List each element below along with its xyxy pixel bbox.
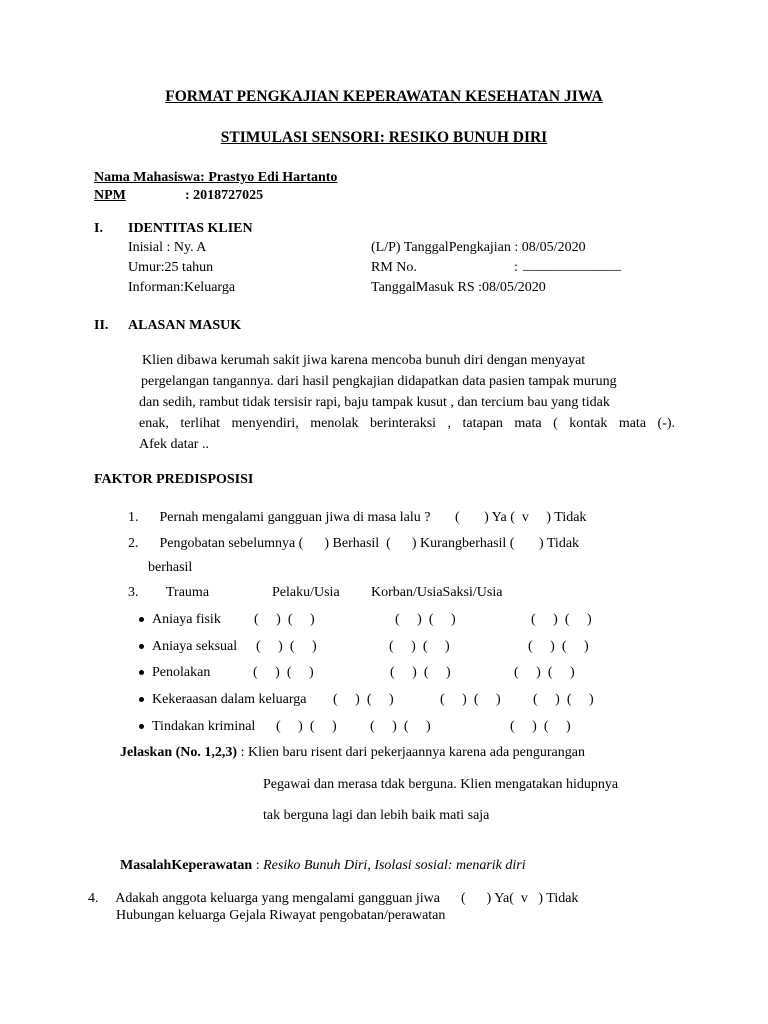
korban-saksi-column-header: Korban/UsiaSaksi/Usia — [371, 585, 503, 600]
trauma-checkbox-saksi[interactable]: ( ) ( ) — [531, 612, 592, 627]
client-initial: Inisial : Ny. A — [128, 240, 207, 255]
question-4-continued: Hubungan keluarga Gejala Riwayat pengobatan/perawatan — [116, 908, 446, 923]
nursing-problem-row — [120, 858, 526, 875]
trauma-checkbox-saksi[interactable]: ( ) ( ) — [514, 665, 575, 680]
reason-line: Afek datar .. — [139, 437, 209, 452]
trauma-label: Kekeraasan dalam keluarga — [152, 692, 307, 707]
student-name: Nama Mahasiswa: Prastyo Edi Hartanto — [94, 170, 338, 185]
reason-line: dan sedih, rambut tidak tersisir rapi, baju tampak kusut , dan tercium bau yang tidak — [139, 395, 610, 410]
trauma-checkbox-korban[interactable]: ( ) ( ) — [389, 639, 450, 654]
bullet-icon — [139, 644, 144, 649]
pelaku-column-header: Pelaku/Usia — [272, 585, 340, 600]
trauma-row — [139, 639, 237, 656]
bullet-icon — [139, 617, 144, 622]
trauma-column-header: Trauma — [166, 585, 210, 600]
trauma-label: Aniaya seksual — [152, 639, 238, 654]
admission-reason-paragraph — [139, 350, 675, 455]
trauma-checkbox-korban[interactable]: ( ) ( ) — [395, 612, 456, 627]
trauma-row — [139, 692, 306, 709]
explanation-row — [120, 745, 585, 762]
section-1-heading: IDENTITAS KLIEN — [128, 221, 253, 236]
explanation-line: : Klien baru risent dari pekerjaannya karena ada pengurangan — [240, 745, 585, 760]
trauma-checkbox-saksi[interactable]: ( ) ( ) — [528, 639, 589, 654]
trauma-checkbox-korban[interactable]: ( ) ( ) — [390, 665, 451, 680]
bullet-icon — [139, 670, 144, 675]
trauma-checkbox-saksi[interactable]: ( ) ( ) — [510, 719, 571, 734]
section-2-number: II. — [94, 318, 109, 333]
trauma-row — [139, 719, 255, 736]
assessment-date: (L/P) TanggalPengkajian : 08/05/2020 — [371, 240, 586, 255]
nursing-problem-label: MasalahKeperawatan — [120, 858, 253, 873]
trauma-checkbox-pelaku[interactable]: ( ) ( ) — [276, 719, 337, 734]
section-1-number: I. — [94, 221, 103, 236]
question-2: 2. Pengobatan sebelumnya ( ) Berhasil ( ) Kurangberhasil ( ) Tidak — [128, 536, 580, 551]
reason-line: enak, terlihat menyendiri, menolak berinteraksi , tatapan mata ( kontak mata (-). — [139, 416, 675, 431]
admission-date: TanggalMasuk RS :08/05/2020 — [371, 280, 546, 295]
explanation-label: Jelaskan (No. 1,2,3) — [120, 745, 238, 760]
rm-colon: : — [514, 260, 518, 275]
trauma-checkbox-pelaku[interactable]: ( ) ( ) — [254, 612, 315, 627]
client-informant: Informan:Keluarga — [128, 280, 236, 295]
trauma-checkbox-korban[interactable]: ( ) ( ) — [370, 719, 431, 734]
trauma-row — [139, 665, 210, 682]
nursing-problem-value: Resiko Bunuh Diri, Isolasi sosial: menarik diri — [263, 858, 526, 873]
trauma-row — [139, 612, 221, 629]
reason-line: pergelangan tangannya. dari hasil pengkajian didapatkan data pasien tampak murung — [141, 374, 617, 389]
section-2-heading: ALASAN MASUK — [128, 318, 242, 333]
trauma-label: Tindakan kriminal — [152, 719, 256, 734]
npm-label: NPM — [94, 188, 126, 203]
bullet-icon — [139, 697, 144, 702]
npm-value: : 2018727025 — [185, 188, 264, 203]
bullet-icon — [139, 724, 144, 729]
student-npm-row — [94, 188, 362, 205]
rm-value: ______________ — [523, 258, 621, 273]
nursing-problem-colon: : — [252, 858, 264, 873]
trauma-checkbox-pelaku[interactable]: ( ) ( ) — [253, 665, 314, 680]
question-2-continued: berhasil — [148, 560, 193, 575]
trauma-label: Penolakan — [152, 665, 211, 680]
document-subtitle: STIMULASI SENSORI: RESIKO BUNUH DIRI — [220, 129, 548, 146]
trauma-label: Aniaya fisik — [152, 612, 221, 627]
document-title: FORMAT PENGKAJIAN KEPERAWATAN KESEHATAN JIWA — [165, 88, 603, 105]
explanation-line: Pegawai dan merasa tdak berguna. Klien mengatakan hidupnya — [263, 777, 619, 792]
explanation-line: tak berguna lagi dan lebih baik mati saja — [263, 808, 490, 823]
trauma-checkbox-korban[interactable]: ( ) ( ) — [440, 692, 501, 707]
question-3-number: 3. — [128, 585, 139, 600]
reason-line: Klien dibawa kerumah sakit jiwa karena mencoba bunuh diri dengan menyayat — [142, 353, 586, 368]
rm-label: RM No. — [371, 260, 417, 275]
predisposition-heading: FAKTOR PREDISPOSISI — [94, 472, 254, 487]
trauma-checkbox-pelaku[interactable]: ( ) ( ) — [333, 692, 394, 707]
question-4: 4. Adakah anggota keluarga yang mengalami gangguan jiwa ( ) Ya( v ) Tidak — [88, 891, 579, 906]
client-age: Umur:25 tahun — [128, 260, 214, 275]
question-1: 1. Pernah mengalami gangguan jiwa di masa lalu ? ( ) Ya ( v ) Tidak — [128, 510, 587, 525]
trauma-checkbox-saksi[interactable]: ( ) ( ) — [533, 692, 594, 707]
trauma-checkbox-pelaku[interactable]: ( ) ( ) — [256, 639, 317, 654]
